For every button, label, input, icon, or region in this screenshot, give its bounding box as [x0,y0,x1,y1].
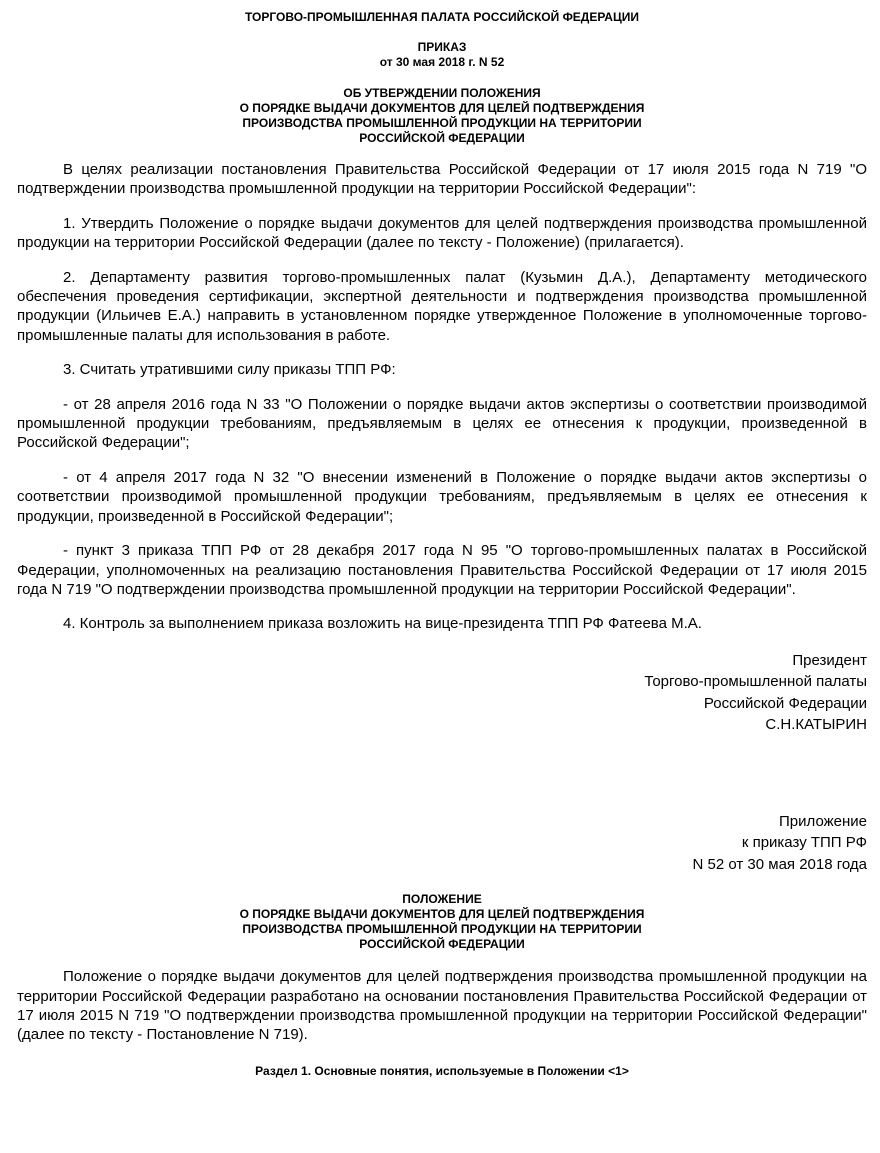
signature-line: Торгово-промышленной палаты [644,673,867,691]
organization-name: ТОРГОВО-ПРОМЫШЛЕННАЯ ПАЛАТА РОССИЙСКОЙ ФЕДЕРАЦИИ [244,10,639,24]
order-item-1: 1. Утвердить Положение о порядке выдачи документов для целей подтверждения производства промышленной продукции на территории Российской Федерации (далее по тексту - Положение) (прилагается). [17,214,867,252]
order-item-2: 2. Департаменту развития торгово-промышленных палат (Кузьмин Д.А.), Департаменту методического обеспечения проведения сертификации, экспертной деятельности и подтверждения производства промышленной продукции (Ильичев Е.А.) направить в установленном порядке утвержденное Положение в уполномоченные торгово-промышленные палаты для использования в работе. [17,268,867,344]
order-heading [17,40,867,70]
signature-line: Президент [792,651,867,669]
regulation-title-line: ПРОИЗВОДСТВА ПРОМЫШЛЕННОЙ ПРОДУКЦИИ НА ТЕРРИТОРИИ [242,922,642,937]
section-1-heading [17,1064,867,1079]
organization-heading [17,10,867,25]
section-1-title: Раздел 1. Основные понятия, используемые в Положении <1> [255,1063,629,1078]
order-item-4: 4. Контроль за выполнением приказа возложить на вице-президента ТПП РФ Фатеева М.А. [63,615,702,633]
regulation-title-line: О ПОРЯДКЕ ВЫДАЧИ ДОКУМЕНТОВ ДЛЯ ЦЕЛЕЙ ПОДТВЕРЖДЕНИЯ [239,907,645,922]
appendix-ref-line: N 52 от 30 мая 2018 года [692,855,867,873]
order-type: ПРИКАЗ [417,40,467,54]
order-date: от 30 мая 2018 г. N 52 [379,55,505,69]
signature-block [17,650,867,736]
appendix-ref-line: Приложение [779,812,867,830]
order-title [17,86,867,146]
appendix-reference [17,811,867,876]
order-title-line: О ПОРЯДКЕ ВЫДАЧИ ДОКУМЕНТОВ ДЛЯ ЦЕЛЕЙ ПОДТВЕРЖДЕНИЯ [239,101,645,115]
regulation-title [17,892,867,952]
order-title-line: ПРОИЗВОДСТВА ПРОМЫШЛЕННОЙ ПРОДУКЦИИ НА ТЕРРИТОРИИ [242,116,642,130]
order-item-3-subitem: - пункт 3 приказа ТПП РФ от 28 декабря 2017 года N 95 "О торгово-промышленных палатах в Российской Федерации, уполномоченных на реализацию постановления Правительства Российской Федерации от 17 июля 2015 года N 719 "О подтверждении производства промышленной продукции на территории Российской Федерации". [17,542,867,598]
order-item-3-subitem: - от 28 апреля 2016 года N 33 "О Положении о порядке выдачи актов экспертизы о соответствии производимой промышленной продукции требованиям, предъявляемым в целях ее отнесения к продукции, произведенной в Российской Федерации"; [17,395,867,452]
signature-name: С.Н.КАТЫРИН [765,716,867,734]
order-item-3: 3. Считать утратившими силу приказы ТПП РФ: [63,361,396,379]
order-title-line: ОБ УТВЕРЖДЕНИИ ПОЛОЖЕНИЯ [343,86,541,100]
regulation-title-line: РОССИЙСКОЙ ФЕДЕРАЦИИ [359,937,525,952]
appendix-ref-line: к приказу ТПП РФ [741,834,867,852]
regulation-intro: Положение о порядке выдачи документов для целей подтверждения производства промышленной продукции на территории Российской Федерации разработано на основании постановления Правительства Российской Федерации от 17 июля 2015 N 719 "О подтверждении производства промышленной продукции на территории Российской Федерации" (далее по тексту - Постановление N 719). [17,968,867,1044]
order-item-3-subitem: - от 4 апреля 2017 года N 32 "О внесении изменений в Положение о порядке выдачи актов экспертизы о соответствии производимой промышленной продукции требованиям, предъявляемым в целях ее отнесения к продукции, произведенной в Российской Федерации"; [17,468,867,525]
order-preamble: В целях реализации постановления Правительства Российской Федерации от 17 июля 2015 года N 719 "О подтверждении производства промышленной продукции на территории Российской Федерации": [17,161,867,198]
signature-line: Российской Федерации [703,694,867,712]
order-title-line: РОССИЙСКОЙ ФЕДЕРАЦИИ [359,131,525,145]
document-page [17,0,867,1079]
regulation-title-line: ПОЛОЖЕНИЕ [402,892,482,907]
